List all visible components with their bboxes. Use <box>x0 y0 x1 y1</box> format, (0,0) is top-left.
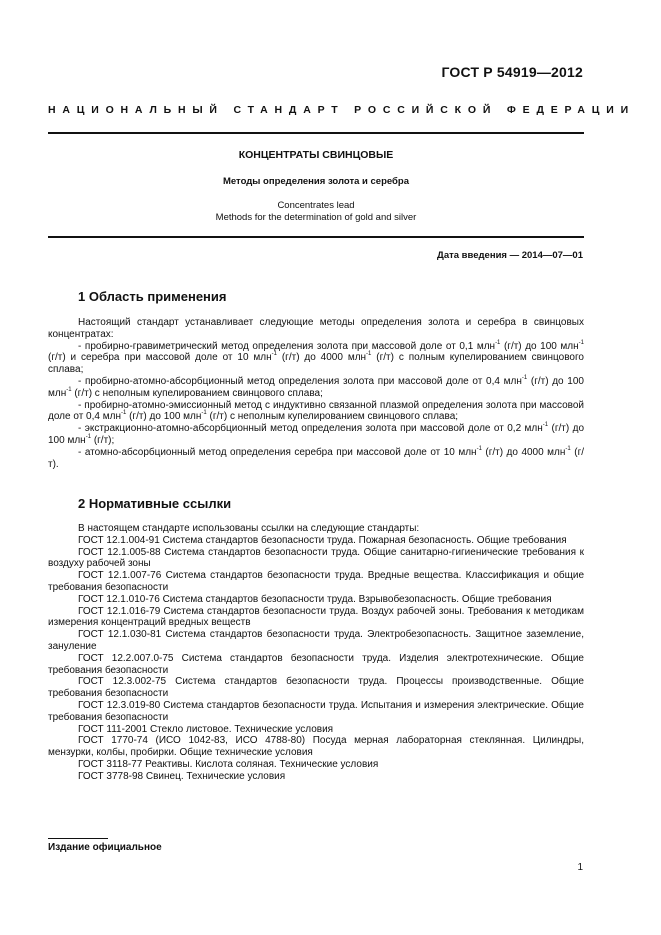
reference-item: ГОСТ 111-2001 Стекло листовое. Технические условия <box>78 723 334 735</box>
scope-body <box>48 317 584 470</box>
reference-item: ГОСТ 12.1.005-88 Система стандартов безопасности труда. Общие санитарно-гигиенические требования к воздуху рабочей зоны <box>48 546 584 570</box>
reference-item: ГОСТ 12.3.019-80 Система стандартов безопасности труда. Испытания и измерения электрические. Общие требования безопасности <box>48 699 584 723</box>
english-subtitle: Methods for the determination of gold and silver <box>215 212 417 223</box>
national-standard-heading: НАЦИОНАЛЬНЫЙ СТАНДАРТ РОССИЙСКОЙ ФЕДЕРАЦИИ <box>48 104 635 116</box>
reference-item: ГОСТ 12.1.007-76 Система стандартов безопасности труда. Вредные вещества. Классификация и общие требования безопасности <box>48 570 584 593</box>
document-subtitle: Методы определения золота и серебра <box>222 176 410 187</box>
section-heading-scope: 1 Область применения <box>78 289 227 304</box>
english-title: Concentrates lead <box>277 200 355 211</box>
top-divider <box>48 132 584 134</box>
scope-item: - пробирно-атомно-эмиссионный метод с индуктивно связанной плазмой определения золота при массовой доле от 0,4 млн$^{-1}$ (г/т) до 100 млн$^{-1}$ (г/т) с неполным купелированием свинцового сплава; <box>48 399 584 423</box>
scope-item: - экстракционно-атомно-абсорбционный метод определения золота при массовой доле от 0,2 млн$^{-1}$ (г/т) до 100 млн$^{-1}$ (г/т); <box>48 422 585 446</box>
scope-item: - пробирно-гравиметрический метод определения золота при массовой доле от 0,1 млн$^{-1}$ (г/т) до 100 млн$^{-1}$ (г/т) и серебра при массовой доле от 10 млн$^{-1}$ (г/т) до 4000 млн$^{-1}$ (г/т) с полным купелированием свинцового сплава; <box>48 339 585 376</box>
scope-paragraph: Настоящий стандарт устанавливает следующие методы определения золота и серебра в свинцовых концентратах: <box>48 317 584 340</box>
reference-item: ГОСТ 12.1.010-76 Система стандартов безопасности труда. Взрывобезопасность. Общие требования <box>78 593 552 605</box>
references-body <box>48 523 584 783</box>
reference-item: ГОСТ 12.2.007.0-75 Система стандартов безопасности труда. Изделия электротехнические. Общие требования безопасности <box>48 652 584 676</box>
scope-item: - пробирно-атомно-абсорбционный метод определения золота при массовой доле от 0,4 млн$^{-1}$ (г/т) до 100 млн$^{-1}$ (г/т) с неполным купелированием свинцового сплава; <box>48 374 584 399</box>
title-divider <box>48 236 584 238</box>
references-intro: В настоящем стандарте использованы ссылки на следующие стандарты: <box>78 523 420 534</box>
reference-item: ГОСТ 12.3.002-75 Система стандартов безопасности труда. Процессы производственные. Общие требования безопасности <box>48 676 584 700</box>
footer-divider <box>48 838 108 839</box>
reference-item: ГОСТ 1770-74 (ИСО 1042-83, ИСО 4788-80) Посуда мерная лабораторная стеклянная. Цилиндры, мензурки, колбы, пробирки. Общие технические условия <box>48 735 584 759</box>
reference-item: ГОСТ 3778-98 Свинец. Технические условия <box>78 770 286 782</box>
document-title: КОНЦЕНТРАТЫ СВИНЦОВЫЕ <box>238 149 394 161</box>
page-number: 1 <box>577 862 583 873</box>
document-id: ГОСТ Р 54919—2012 <box>441 64 583 80</box>
official-edition-label: Издание официальное <box>48 842 162 853</box>
section-heading-references: 2 Нормативные ссылки <box>78 496 232 511</box>
reference-item: ГОСТ 12.1.004-91 Система стандартов безопасности труда. Пожарная безопасность. Общие требования <box>78 534 567 546</box>
reference-item: ГОСТ 3118-77 Реактивы. Кислота соляная. Технические условия <box>78 758 379 770</box>
reference-item: ГОСТ 12.1.016-79 Система стандартов безопасности труда. Воздух рабочей зоны. Требования к методикам измерения концентраций вредных веществ <box>48 605 584 629</box>
introduction-date: Дата введения — 2014—07—01 <box>437 250 583 261</box>
scope-item: - атомно-абсорбционный метод определения серебра при массовой доле от 10 млн$^{-1}$ (г/т) до 4000 млн$^{-1}$ (г/т). <box>48 445 584 470</box>
reference-item: ГОСТ 12.1.030-81 Система стандартов безопасности труда. Электробезопасность. Защитное заземление, зануление <box>48 629 584 652</box>
